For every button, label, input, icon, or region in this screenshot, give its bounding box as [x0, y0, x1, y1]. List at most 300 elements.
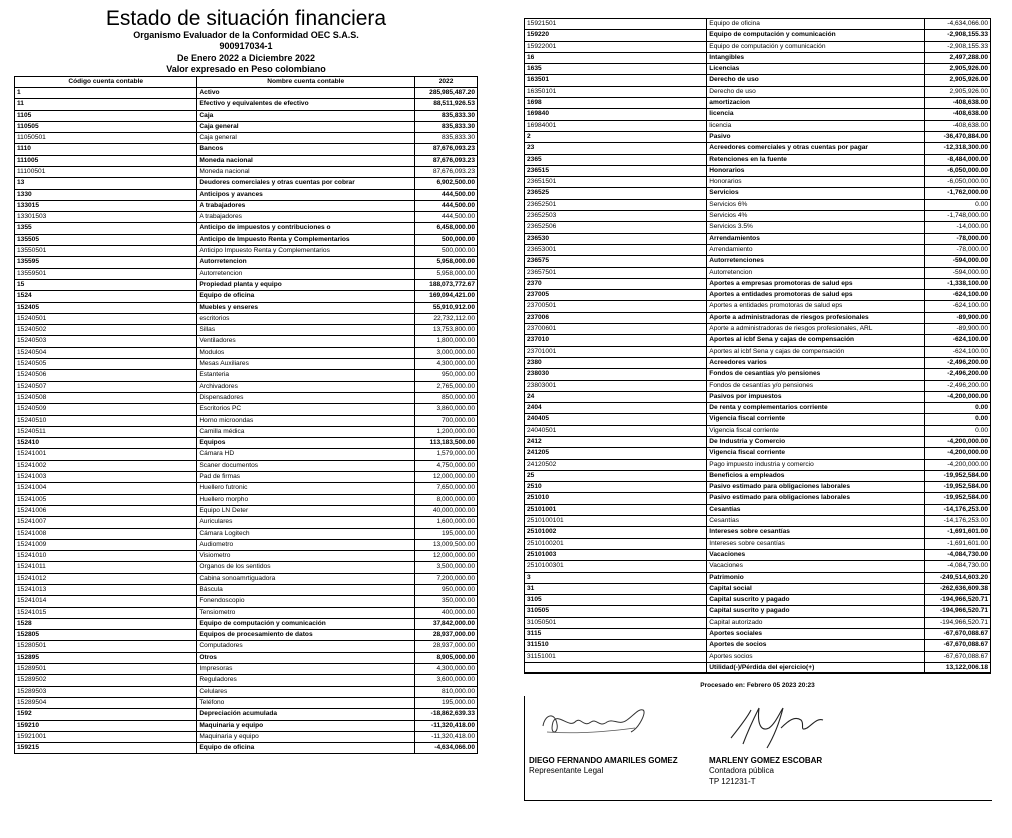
table-row — [15, 743, 478, 754]
table-row — [15, 279, 478, 290]
table-row — [525, 549, 991, 560]
account-value-cell: 500,000.00 — [415, 246, 478, 257]
account-name-cell: Propiedad planta y equipo — [197, 279, 415, 290]
table-row — [525, 98, 991, 109]
account-name-cell: Moneda nacional — [197, 167, 415, 178]
account-name-cell: Báscula — [197, 584, 415, 595]
account-value-cell: 28,937,000.00 — [415, 630, 478, 641]
table-row — [525, 606, 991, 617]
account-value-cell: 835,833.30 — [415, 133, 478, 144]
table-row — [525, 109, 991, 120]
account-name-cell: Huellero morpho — [197, 494, 415, 505]
left-accounts-table — [14, 76, 478, 755]
table-row — [525, 211, 991, 222]
account-value-cell: -67,670,088.67 — [925, 629, 991, 640]
account-code-cell: 240405 — [525, 414, 707, 425]
account-value-cell: -19,952,584.00 — [925, 470, 991, 481]
account-value-cell: 3,600,000.00 — [415, 675, 478, 686]
account-name-cell: Equipo de computación y comunicación — [707, 30, 925, 41]
table-row — [525, 595, 991, 606]
account-code-cell: 25101001 — [525, 504, 707, 515]
organization-nit: 900917034-1 — [219, 41, 273, 52]
account-name-cell: Acreedores comerciales y otras cuentas por pagar — [707, 143, 925, 154]
table-row — [525, 346, 991, 357]
account-code-cell: 159215 — [15, 743, 197, 754]
table-row — [15, 573, 478, 584]
account-code-cell: 1330 — [15, 189, 197, 200]
account-name-cell: Caja general — [197, 133, 415, 144]
account-name-cell: Aporte a administradoras de riesgos profesionales, ARL — [707, 324, 925, 335]
account-name-cell: Teléfono — [197, 697, 415, 708]
table-row — [525, 244, 991, 255]
account-code-cell: 15241001 — [15, 449, 197, 460]
table-header-row — [15, 76, 478, 87]
account-value-cell: -18,862,639.33 — [415, 709, 478, 720]
signer-2-name: MARLENY GOMEZ ESCOBAR — [709, 756, 823, 765]
column-header-code: Código cuenta contable — [15, 76, 197, 87]
table-row — [15, 212, 478, 223]
account-value-cell: 1,800,000.00 — [415, 336, 478, 347]
account-name-cell: Fondos de cesantías y/o pensiones — [707, 369, 925, 380]
account-value-cell: -194,966,520.71 — [925, 617, 991, 628]
account-name-cell: Equipo de oficina — [707, 19, 925, 30]
account-name-cell: Intereses sobre cesantías — [707, 527, 925, 538]
account-value-cell: 169,094,421.00 — [415, 291, 478, 302]
account-code-cell: 15240502 — [15, 325, 197, 336]
account-code-cell: 13550501 — [15, 246, 197, 257]
account-code-cell: 169840 — [525, 109, 707, 120]
table-row — [525, 538, 991, 549]
table-row — [525, 256, 991, 267]
table-row — [525, 301, 991, 312]
account-code-cell: 25101003 — [525, 549, 707, 560]
account-name-cell: Depreciación acumulada — [197, 709, 415, 720]
signature-2-image — [721, 698, 831, 754]
account-name-cell: Equipo de oficina — [197, 291, 415, 302]
account-code-cell: 15240507 — [15, 381, 197, 392]
table-row — [525, 41, 991, 52]
account-value-cell: -4,200,000.00 — [925, 459, 991, 470]
account-name-cell: Honorarios — [707, 165, 925, 176]
account-value-cell: -67,670,088.67 — [925, 651, 991, 662]
account-code-cell: 1355 — [15, 223, 197, 234]
account-code-cell: 237010 — [525, 335, 707, 346]
account-value-cell: -249,514,603.20 — [925, 572, 991, 583]
account-name-cell: Equipo de computación y comunicación — [197, 618, 415, 629]
account-name-cell: Muebles y enseres — [197, 302, 415, 313]
account-code-cell: 1635 — [525, 64, 707, 75]
account-code-cell: 1524 — [15, 291, 197, 302]
table-row — [15, 675, 478, 686]
account-value-cell: 285,985,487.20 — [415, 87, 478, 98]
table-row — [525, 617, 991, 628]
account-value-cell: 87,676,093.23 — [415, 144, 478, 155]
account-value-cell: 2,905,926.00 — [925, 86, 991, 97]
account-code-cell: 15240504 — [15, 347, 197, 358]
account-code-cell: 15241003 — [15, 472, 197, 483]
account-code-cell: 15241006 — [15, 505, 197, 516]
account-value-cell: -19,952,584.00 — [925, 493, 991, 504]
account-value-cell: 835,833.30 — [415, 121, 478, 132]
account-code-cell: 16350101 — [525, 86, 707, 97]
account-code-cell: 159210 — [15, 720, 197, 731]
report-title: Estado de situación financiera — [105, 7, 387, 30]
account-code-cell: 15240510 — [15, 415, 197, 426]
account-name-cell: Capital suscrito y pagado — [707, 606, 925, 617]
account-code-cell: 1698 — [525, 98, 707, 109]
account-name-cell: Horno microondas — [197, 415, 415, 426]
account-code-cell: 1592 — [15, 709, 197, 720]
account-value-cell: -2,496,200.00 — [925, 369, 991, 380]
table-row — [15, 596, 478, 607]
account-code-cell: 3 — [525, 572, 707, 583]
account-code-cell: 152805 — [15, 630, 197, 641]
table-row — [15, 438, 478, 449]
account-name-cell: Aportes a entidades promotoras de salud eps — [707, 290, 925, 301]
account-value-cell: -624,100.00 — [925, 335, 991, 346]
account-name-cell: Capital suscrito y pagado — [707, 595, 925, 606]
account-name-cell: Maquinaria y equipo — [197, 731, 415, 742]
table-row — [525, 165, 991, 176]
account-value-cell: 850,000.00 — [415, 392, 478, 403]
account-value-cell: 4,300,000.00 — [415, 359, 478, 370]
account-code-cell: 2365 — [525, 154, 707, 165]
account-code-cell: 15241011 — [15, 562, 197, 573]
account-name-cell: Otros — [197, 652, 415, 663]
table-row — [15, 167, 478, 178]
account-name-cell: Vigencia fiscal corriente — [707, 414, 925, 425]
table-row — [15, 720, 478, 731]
account-code-cell: 15921501 — [525, 19, 707, 30]
table-row — [525, 436, 991, 447]
account-name-cell: Scaner documentos — [197, 460, 415, 471]
table-row — [15, 87, 478, 98]
signer-1-block — [529, 756, 678, 776]
account-value-cell: -262,636,609.38 — [925, 583, 991, 594]
account-code-cell: 163501 — [525, 75, 707, 86]
account-code-cell: 25 — [525, 470, 707, 481]
account-value-cell: 88,511,926.53 — [415, 99, 478, 110]
account-value-cell: 13,122,006.18 — [925, 662, 991, 673]
table-row — [525, 267, 991, 278]
table-row — [15, 155, 478, 166]
account-code-cell: 111005 — [15, 155, 197, 166]
account-value-cell: 350,000.00 — [415, 596, 478, 607]
table-row — [525, 459, 991, 470]
table-row — [15, 483, 478, 494]
account-code-cell: 23652501 — [525, 199, 707, 210]
account-name-cell: Pasivo — [707, 131, 925, 142]
account-code-cell: 15241005 — [15, 494, 197, 505]
account-name-cell: Patrimonio — [707, 572, 925, 583]
table-row — [15, 392, 478, 403]
account-name-cell: Aportes al icbf Sena y cajas de compensación — [707, 346, 925, 357]
table-row — [15, 302, 478, 313]
account-code-cell: 133015 — [15, 200, 197, 211]
table-row — [15, 731, 478, 742]
table-row — [525, 312, 991, 323]
account-code-cell: 15241009 — [15, 539, 197, 550]
account-code-cell: 23700601 — [525, 324, 707, 335]
table-row — [15, 641, 478, 652]
account-value-cell: 2,905,926.00 — [925, 64, 991, 75]
left-column — [14, 8, 478, 754]
table-row — [15, 291, 478, 302]
table-row — [525, 516, 991, 527]
account-name-cell: Equipos de procesamiento de datos — [197, 630, 415, 641]
table-row — [525, 143, 991, 154]
report-header — [14, 8, 478, 76]
account-name-cell: Sillas — [197, 325, 415, 336]
account-value-cell: -14,176,253.00 — [925, 516, 991, 527]
account-name-cell: Reguladores — [197, 675, 415, 686]
account-code-cell: 2370 — [525, 278, 707, 289]
table-row — [525, 640, 991, 651]
table-row — [525, 651, 991, 662]
account-name-cell: Acreedores varios — [707, 357, 925, 368]
table-row — [525, 199, 991, 210]
table-row — [525, 504, 991, 515]
account-name-cell: Computadores — [197, 641, 415, 652]
account-code-cell: 135505 — [15, 234, 197, 245]
account-code-cell: 152895 — [15, 652, 197, 663]
table-row — [15, 144, 478, 155]
account-name-cell: escritorios — [197, 313, 415, 324]
account-code-cell: 16 — [525, 52, 707, 63]
account-value-cell: -19,952,584.00 — [925, 482, 991, 493]
table-row — [15, 415, 478, 426]
account-value-cell: -4,084,730.00 — [925, 549, 991, 560]
account-value-cell: 444,500.00 — [415, 189, 478, 200]
account-code-cell: 236515 — [525, 165, 707, 176]
account-value-cell: 195,000.00 — [415, 697, 478, 708]
table-row — [15, 562, 478, 573]
account-code-cell: 1 — [15, 87, 197, 98]
account-code-cell: 238030 — [525, 369, 707, 380]
account-name-cell: Tensiometro — [197, 607, 415, 618]
table-row — [15, 313, 478, 324]
account-name-cell: Equipo LN Deter — [197, 505, 415, 516]
account-name-cell: Servicios 3.5% — [707, 222, 925, 233]
account-name-cell: Archivadores — [197, 381, 415, 392]
account-name-cell: Honorarios — [707, 177, 925, 188]
account-name-cell: Mesas Auxiliares — [197, 359, 415, 370]
table-row — [525, 482, 991, 493]
table-row — [525, 64, 991, 75]
account-value-cell: -4,200,000.00 — [925, 448, 991, 459]
account-name-cell: Cámara Logitech — [197, 528, 415, 539]
account-value-cell: 8,000,000.00 — [415, 494, 478, 505]
account-value-cell: 5,958,000.00 — [415, 268, 478, 279]
account-value-cell: 87,676,093.23 — [415, 155, 478, 166]
table-row — [525, 335, 991, 346]
account-value-cell: 87,676,093.23 — [415, 167, 478, 178]
account-value-cell: 22,732,112.00 — [415, 313, 478, 324]
account-value-cell: 3,000,000.00 — [415, 347, 478, 358]
account-value-cell: -1,338,100.00 — [925, 278, 991, 289]
account-code-cell: 15289501 — [15, 664, 197, 675]
account-name-cell: amortizacion — [707, 98, 925, 109]
account-value-cell: 4,300,000.00 — [415, 664, 478, 675]
account-code-cell: 15922001 — [525, 41, 707, 52]
table-row — [525, 380, 991, 391]
table-row — [525, 233, 991, 244]
account-name-cell: Cesantías — [707, 516, 925, 527]
account-name-cell: Licencias — [707, 64, 925, 75]
account-code-cell: 15240508 — [15, 392, 197, 403]
account-code-cell: 13301503 — [15, 212, 197, 223]
account-name-cell: Pasivo estimado para obligaciones laborales — [707, 482, 925, 493]
account-value-cell: 113,183,500.00 — [415, 438, 478, 449]
table-row — [15, 449, 478, 460]
account-code-cell: 11050501 — [15, 133, 197, 144]
table-row — [15, 178, 478, 189]
signer-1-name: DIEGO FERNANDO AMARILES GOMEZ — [529, 756, 678, 765]
table-row — [525, 493, 991, 504]
account-value-cell: 5,958,000.00 — [415, 257, 478, 268]
account-code-cell: 15241010 — [15, 551, 197, 562]
account-value-cell: 13,009,500.00 — [415, 539, 478, 550]
account-code-cell: 15921001 — [15, 731, 197, 742]
account-name-cell: Equipo de oficina — [197, 743, 415, 754]
table-row — [15, 381, 478, 392]
account-code-cell: 11100501 — [15, 167, 197, 178]
account-value-cell: -624,100.00 — [925, 346, 991, 357]
account-value-cell: -78,000.00 — [925, 233, 991, 244]
account-name-cell: Audiometro — [197, 539, 415, 550]
account-name-cell: Cabina sonoamrtiguadora — [197, 573, 415, 584]
account-value-cell: -89,900.00 — [925, 312, 991, 323]
account-value-cell: 2,765,000.00 — [415, 381, 478, 392]
account-code-cell: 3105 — [525, 595, 707, 606]
table-row — [525, 369, 991, 380]
account-value-cell: 6,902,500.00 — [415, 178, 478, 189]
table-row — [15, 110, 478, 121]
signer-2-role: Contadora pública — [709, 766, 774, 775]
account-code-cell: 159220 — [525, 30, 707, 41]
account-value-cell: 0.00 — [925, 199, 991, 210]
account-value-cell: -2,908,155.33 — [925, 41, 991, 52]
account-value-cell: 950,000.00 — [415, 584, 478, 595]
account-code-cell: 15241002 — [15, 460, 197, 471]
account-code-cell: 15 — [15, 279, 197, 290]
account-code-cell: 2 — [525, 131, 707, 142]
table-row — [15, 99, 478, 110]
account-value-cell: 700,000.00 — [415, 415, 478, 426]
account-code-cell: 3115 — [525, 629, 707, 640]
account-name-cell: Estanteria — [197, 370, 415, 381]
table-row — [15, 133, 478, 144]
account-code-cell: 251010 — [525, 493, 707, 504]
account-name-cell: Equipos — [197, 438, 415, 449]
account-code-cell: 1110 — [15, 144, 197, 155]
table-row — [525, 278, 991, 289]
account-code-cell: 11 — [15, 99, 197, 110]
account-value-cell: -408,638.00 — [925, 109, 991, 120]
account-name-cell: Vacaciones — [707, 549, 925, 560]
table-row — [15, 200, 478, 211]
table-row — [525, 131, 991, 142]
account-value-cell: -2,496,200.00 — [925, 380, 991, 391]
table-row — [525, 154, 991, 165]
account-code-cell: 23653001 — [525, 244, 707, 255]
account-value-cell: -194,966,520.71 — [925, 606, 991, 617]
account-name-cell: Activo — [197, 87, 415, 98]
account-code-cell: 15240501 — [15, 313, 197, 324]
account-value-cell: 3,500,000.00 — [415, 562, 478, 573]
account-value-cell: 37,842,000.00 — [415, 618, 478, 629]
table-row — [525, 75, 991, 86]
account-code-cell: 31151001 — [525, 651, 707, 662]
table-row — [15, 257, 478, 268]
table-row — [15, 517, 478, 528]
account-value-cell: 6,458,000.00 — [415, 223, 478, 234]
account-value-cell: -408,638.00 — [925, 98, 991, 109]
account-value-cell: 7,200,000.00 — [415, 573, 478, 584]
account-value-cell: 1,579,000.00 — [415, 449, 478, 460]
table-row — [525, 177, 991, 188]
account-value-cell: 0.00 — [925, 425, 991, 436]
account-code-cell: 23651501 — [525, 177, 707, 188]
account-code-cell: 236575 — [525, 256, 707, 267]
account-name-cell: Autorretencion — [197, 257, 415, 268]
account-value-cell: -14,176,253.00 — [925, 504, 991, 515]
report-period: De Enero 2022 a Diciembre 2022 — [176, 52, 316, 63]
table-row — [15, 472, 478, 483]
account-code-cell: 15240503 — [15, 336, 197, 347]
account-code-cell: 16984001 — [525, 120, 707, 131]
account-name-cell: Visiometro — [197, 551, 415, 562]
account-value-cell: -14,000.00 — [925, 222, 991, 233]
table-row — [15, 336, 478, 347]
account-value-cell: -594,000.00 — [925, 267, 991, 278]
table-row — [15, 697, 478, 708]
account-code-cell: 1105 — [15, 110, 197, 121]
account-value-cell: 55,910,912.00 — [415, 302, 478, 313]
account-value-cell: -194,966,520.71 — [925, 595, 991, 606]
account-code-cell: 15240509 — [15, 404, 197, 415]
account-name-cell: Camilla médica — [197, 426, 415, 437]
table-row — [15, 551, 478, 562]
account-value-cell: -4,200,000.00 — [925, 436, 991, 447]
account-code-cell: 2380 — [525, 357, 707, 368]
table-row — [15, 325, 478, 336]
account-code-cell: 152410 — [15, 438, 197, 449]
table-row — [15, 505, 478, 516]
account-code-cell: 23803001 — [525, 380, 707, 391]
table-row — [15, 223, 478, 234]
table-row — [15, 652, 478, 663]
column-header-year: 2022 — [415, 76, 478, 87]
account-value-cell: 444,500.00 — [415, 200, 478, 211]
account-value-cell: 400,000.00 — [415, 607, 478, 618]
account-name-cell: licencia — [707, 109, 925, 120]
column-header-name: Nombre cuenta contable — [197, 76, 415, 87]
account-code-cell: 15241015 — [15, 607, 197, 618]
account-value-cell: -4,634,066.00 — [415, 743, 478, 754]
account-code-cell: 24120502 — [525, 459, 707, 470]
signature-1-image — [535, 698, 655, 746]
account-name-cell: Caja — [197, 110, 415, 121]
account-name-cell: Anticipo de Impuesto Renta y Complementarios — [197, 234, 415, 245]
account-code-cell: 15241008 — [15, 528, 197, 539]
account-name-cell: Servicios 4% — [707, 211, 925, 222]
account-code-cell: 2412 — [525, 436, 707, 447]
account-code-cell: 13 — [15, 178, 197, 189]
account-code-cell: 152405 — [15, 302, 197, 313]
table-row — [525, 19, 991, 30]
table-row — [525, 448, 991, 459]
